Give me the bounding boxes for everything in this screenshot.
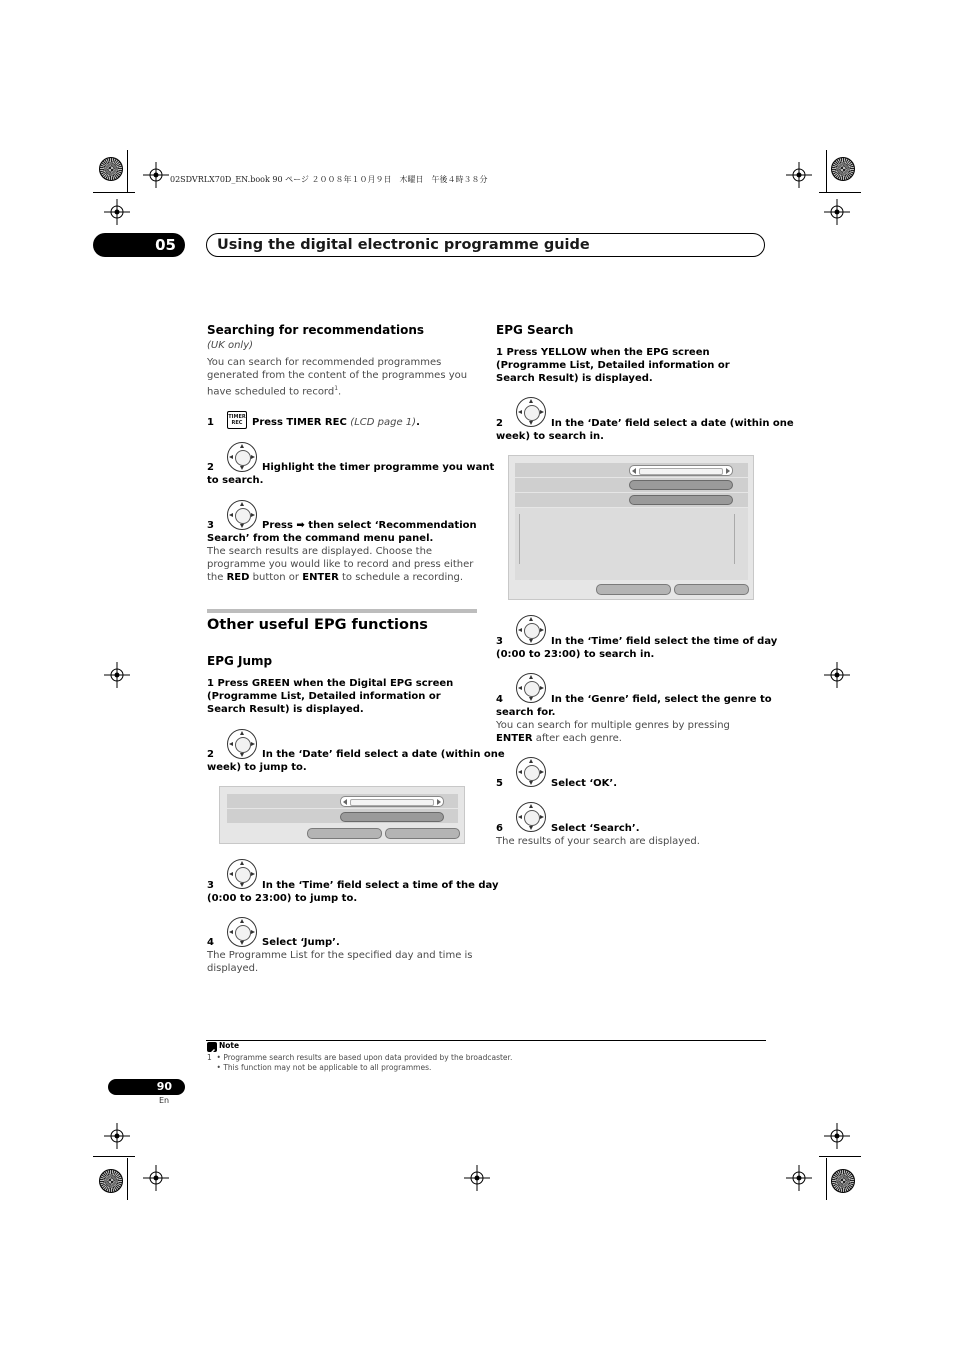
note-line-2: • This function may not be applicable to all programmes. — [207, 1063, 432, 1072]
time-selector — [340, 812, 444, 822]
rec-step-3-body: The search results are displayed. Choose the programme you would like to record and press either the RED button or ENTER to schedule a recording. — [207, 546, 474, 583]
dpad-icon — [227, 500, 257, 530]
search-step-3-text: In the ‘Time’ field select the time of day — [551, 636, 778, 647]
screen-button — [674, 584, 749, 595]
registration-mark-icon — [104, 662, 130, 688]
registration-mark-icon — [104, 1123, 130, 1149]
search-step-1: 1 Press YELLOW when the EPG screen (Programme List, Detailed information or Search Result) is displayed. — [496, 347, 730, 384]
note-icon — [207, 1042, 217, 1052]
page-language: En — [159, 1096, 170, 1105]
note-divider — [206, 1040, 766, 1041]
search-step-4-body: You can search for multiple genres by pressing ENTER after each genre. — [496, 720, 730, 744]
note-label: Note — [219, 1041, 240, 1050]
search-step-6-body: The results of your search are displayed. — [496, 836, 700, 847]
screen-button — [385, 828, 460, 839]
registration-mark-icon — [464, 1165, 490, 1191]
page-number: 90 — [108, 1079, 185, 1095]
dpad-icon — [227, 917, 257, 947]
date-selector — [629, 465, 733, 476]
dpad-icon — [516, 397, 546, 427]
screen-button — [307, 828, 382, 839]
dpad-icon — [227, 442, 257, 472]
dpad-icon — [516, 673, 546, 703]
color-target-icon — [831, 157, 855, 181]
jump-step-1: 1 Press GREEN when the Digital EPG screen (Programme List, Detailed information or Search Result) is displayed. — [207, 678, 454, 715]
color-target-icon — [99, 157, 123, 181]
jump-step-3-text: In the ‘Time’ field select a time of the day — [262, 880, 499, 891]
section-title-epg-search: EPG Search — [496, 323, 574, 337]
registration-mark-icon — [104, 199, 130, 225]
rec-step-3-text-cont: Search’ from the command menu panel. — [207, 533, 434, 544]
epg-search-screen-illustration — [508, 455, 754, 600]
search-step-3-text-cont: (0:00 to 23:00) to search in. — [496, 649, 655, 660]
search-step-5-number: 5 — [496, 778, 503, 789]
registration-mark-icon — [824, 199, 850, 225]
registration-mark-icon — [786, 162, 812, 188]
search-step-5-text: Select ‘OK’. — [551, 778, 618, 789]
color-target-icon — [831, 1169, 855, 1193]
rec-step-3-number: 3 — [207, 520, 214, 531]
time-selector — [629, 480, 733, 490]
section-title-epg-jump: EPG Jump — [207, 654, 273, 668]
genre-selector — [629, 495, 733, 505]
registration-mark-icon — [143, 162, 169, 188]
chapter-title: Using the digital electronic programme guide — [206, 233, 765, 257]
jump-step-3-number: 3 — [207, 880, 214, 891]
registration-mark-icon — [824, 1123, 850, 1149]
search-step-6-number: 6 — [496, 823, 503, 834]
note-line-1: 1 • Programme search results are based upon data provided by the broadcaster. — [207, 1053, 513, 1062]
genre-list-area — [515, 508, 748, 580]
search-step-4-text: In the ‘Genre’ field, select the genre to — [551, 694, 772, 705]
dpad-icon — [227, 859, 257, 889]
jump-step-4-text: Select ‘Jump’. — [262, 937, 340, 948]
jump-step-4-body: The Programme List for the specified day and time is displayed. — [207, 950, 473, 974]
section-title-other-functions: Other useful EPG functions — [207, 617, 428, 633]
dpad-icon — [516, 802, 546, 832]
timer-rec-button-icon: TIMER REC — [227, 411, 247, 429]
jump-step-3-text-cont: (0:00 to 23:00) to jump to. — [207, 893, 358, 904]
epg-jump-screen-illustration — [219, 786, 465, 844]
search-step-4-number: 4 — [496, 694, 503, 705]
section-divider — [207, 609, 477, 613]
rec-step-1-text: Press TIMER REC (LCD page 1). — [252, 417, 420, 428]
search-step-4-text-cont: search for. — [496, 707, 556, 718]
dpad-icon — [227, 729, 257, 759]
rec-step-2-text: Highlight the timer programme you want — [262, 462, 495, 473]
screen-button — [596, 584, 671, 595]
rec-step-3-text: Press ➡ then select ‘Recommendation — [262, 520, 477, 531]
registration-mark-icon — [824, 662, 850, 688]
recommendations-intro: You can search for recommended programmes generated from the content of the programmes you have scheduled to record$^1$. — [207, 357, 468, 398]
registration-mark-icon — [143, 1165, 169, 1191]
chapter-number: 05 — [93, 233, 185, 257]
search-step-6-text: Select ‘Search’. — [551, 823, 640, 834]
section-subtitle: (UK only) — [207, 340, 254, 351]
jump-step-2-text: In the ‘Date’ field select a date (within one — [262, 749, 505, 760]
color-target-icon — [99, 1169, 123, 1193]
search-step-3-number: 3 — [496, 636, 503, 647]
rec-step-2-text-cont: to search. — [207, 475, 264, 486]
jump-step-2-text-cont: week) to jump to. — [207, 762, 307, 773]
jump-step-4-number: 4 — [207, 937, 214, 948]
jump-step-2-number: 2 — [207, 749, 214, 760]
section-title-recommendations: Searching for recommendations — [207, 323, 425, 337]
file-header: 02SDVRLX70D_EN.book 90 ページ ２００８年１０月９日 木曜日 午後４時３８分 — [170, 175, 488, 184]
registration-mark-icon — [786, 1165, 812, 1191]
search-step-2-text-cont: week) to search in. — [496, 431, 604, 442]
search-step-2-text: In the ‘Date’ field select a date (within one — [551, 418, 794, 429]
dpad-icon — [516, 615, 546, 645]
dpad-icon — [516, 757, 546, 787]
rec-step-2-number: 2 — [207, 462, 214, 473]
search-step-2-number: 2 — [496, 418, 503, 429]
rec-step-1-number: 1 — [207, 417, 214, 428]
date-selector — [340, 796, 444, 807]
